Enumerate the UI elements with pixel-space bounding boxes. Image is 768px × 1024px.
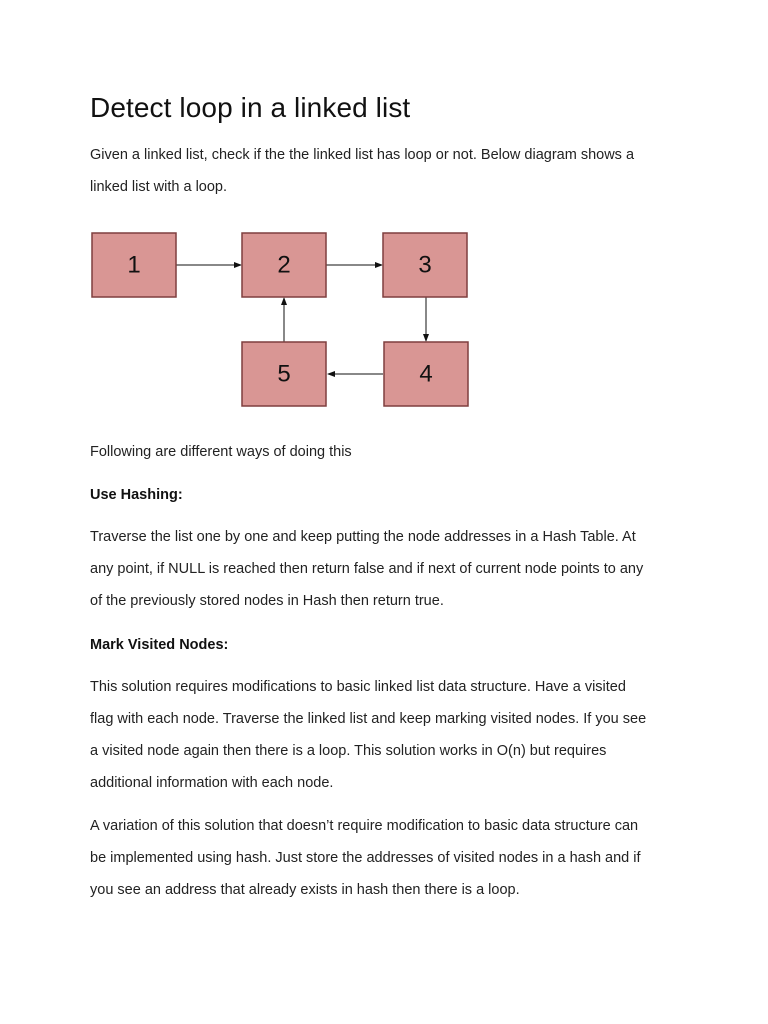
page-title: Detect loop in a linked list bbox=[90, 92, 411, 123]
visited-line-2: flag with each node. Traverse the linked list and keep marking visited nodes. If you see bbox=[90, 711, 647, 727]
visited-heading: Mark Visited Nodes: bbox=[90, 637, 229, 653]
visited-line-4: additional information with each node. bbox=[90, 775, 334, 791]
node-5-label: 5 bbox=[277, 360, 291, 388]
hashing-line-3: of the previously stored nodes in Hash then return true. bbox=[90, 593, 444, 609]
node-1-label: 1 bbox=[127, 251, 141, 279]
node-2-label: 2 bbox=[277, 251, 291, 279]
intro-line-2: linked list with a loop. bbox=[90, 179, 228, 195]
hashing-heading: Use Hashing: bbox=[90, 487, 183, 503]
following-text: Following are different ways of doing this bbox=[90, 444, 352, 460]
hashing-line-1: Traverse the list one by one and keep putting the node addresses in a Hash Table. At bbox=[90, 529, 636, 545]
node-5 bbox=[242, 342, 326, 406]
variation-line-1: A variation of this solution that doesn’t require modification to basic data structure can bbox=[90, 818, 639, 834]
node-3 bbox=[383, 233, 467, 297]
intro-line-1: Given a linked list, check if the the linked list has loop or not. Below diagram shows a bbox=[90, 147, 635, 163]
variation-line-3: you see an address that already exists in hash then there is a loop. bbox=[90, 882, 520, 898]
visited-line-3: a visited node again then there is a loop. This solution works in O(n) but requires bbox=[90, 743, 607, 759]
node-1 bbox=[92, 233, 176, 297]
linked-list-loop-diagram bbox=[88, 226, 478, 414]
variation-line-2: be implemented using hash. Just store the addresses of visited nodes in a hash and if bbox=[90, 850, 641, 866]
visited-line-1: This solution requires modifications to basic linked list data structure. Have a visited bbox=[90, 679, 626, 695]
node-2 bbox=[242, 233, 326, 297]
hashing-line-2: any point, if NULL is reached then return false and if next of current node points to any bbox=[90, 561, 644, 577]
node-3-label: 3 bbox=[418, 251, 432, 279]
node-4 bbox=[384, 342, 468, 406]
node-4-label: 4 bbox=[419, 360, 433, 388]
